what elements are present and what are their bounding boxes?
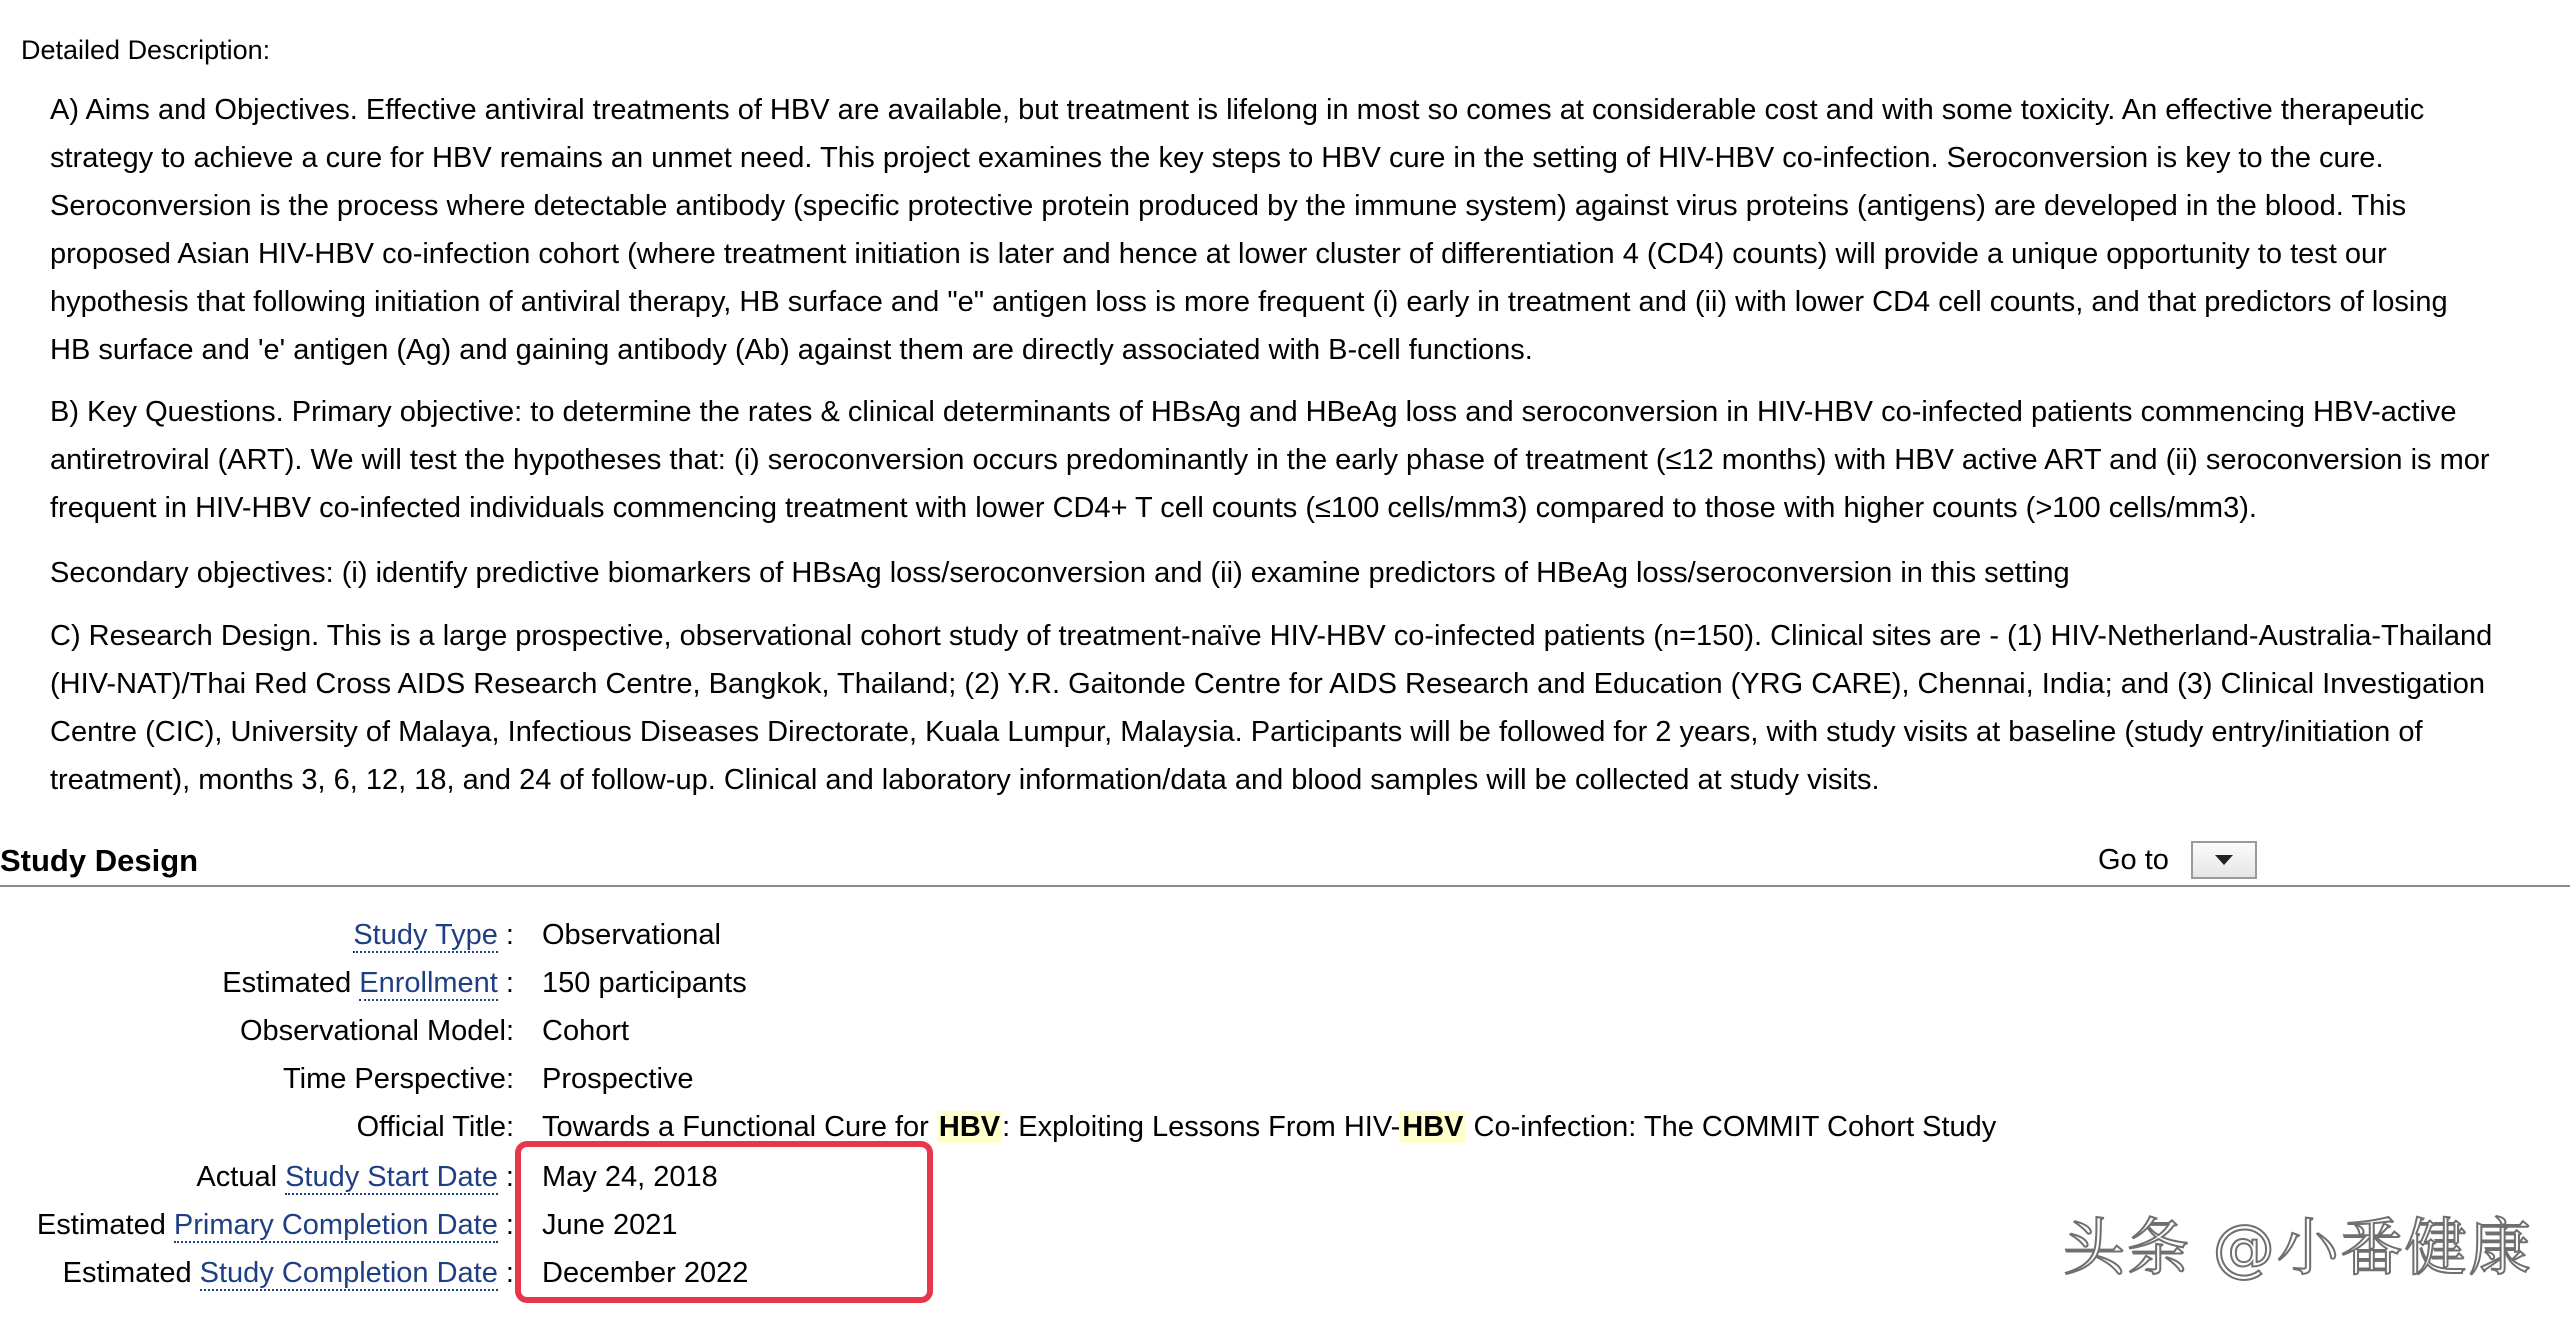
primary-completion-date-link[interactable]: Primary Completion Date — [173, 1209, 498, 1241]
time-perspective-label: Time Perspective: — [283, 1063, 514, 1095]
study-start-date-value: May 24, 2018 — [542, 1161, 718, 1193]
label-colon: : — [497, 919, 514, 951]
row-study-start-date — [0, 1157, 2570, 1197]
row-official-title — [0, 1107, 2570, 1147]
title-text: Towards a Functional Cure for — [542, 1111, 937, 1143]
paragraph-line: hypothesis that following initiation of antiviral therapy, HB surface and "e" antigen loss is more frequent (i) early in treatment and (ii) with lower CD4 cell counts, and that predictors of losing — [50, 286, 2448, 318]
paragraph-line: frequent in HIV-HBV co-infected individuals commencing treatment with lower CD4+ T cell counts (≤100 cells/mm3) compared to those with higher counts (>100 cells/mm3). — [50, 492, 2257, 524]
label-prefix: Estimated — [36, 1209, 174, 1241]
label-prefix: Estimated — [222, 967, 360, 999]
study-type-value: Observational — [542, 919, 721, 951]
study-completion-date-value: December 2022 — [542, 1257, 749, 1289]
label-colon: : — [497, 1209, 514, 1241]
section-title-study-design: Study Design — [0, 843, 199, 878]
section-divider — [0, 885, 2570, 887]
paragraph-line: antiretroviral (ART). We will test the hypotheses that: (i) seroconversion occurs predominantly in the early phase of treatment (≤12 months) with HBV active ART and (ii) seroconversion is mor — [50, 444, 2490, 476]
observational-model-value: Cohort — [542, 1015, 630, 1047]
paragraph-line: Secondary objectives: (i) identify predictive biomarkers of HBsAg loss/seroconversion and (ii) examine predictors of HBeAg loss/seroconversion in this setting — [50, 557, 2070, 589]
dates-highlight-box — [515, 1141, 933, 1303]
observational-model-label: Observational Model: — [239, 1015, 514, 1047]
paragraph-line: HB surface and 'e' antigen (Ag) and gaining antibody (Ab) against them are directly associated with B-cell functions. — [50, 334, 1533, 366]
search-term-highlight: HBV — [938, 1111, 1001, 1143]
paragraph-research-design — [50, 612, 2570, 804]
paragraph-line: Seroconversion is the process where detectable antibody (specific protective protein produced by the immune system) against virus proteins (antigens) are developed in the blood. This — [50, 190, 2407, 222]
paragraph-line: proposed Asian HIV-HBV co-infection cohort (where treatment initiation is later and hence at lower cluster of differentiation 4 (CD4) counts) will provide a unique opportunity to test our — [50, 238, 2387, 270]
row-label — [196, 1157, 514, 1197]
label-colon: : — [497, 1161, 514, 1193]
paragraph-key-questions — [50, 388, 2570, 532]
label-prefix: Actual — [196, 1161, 286, 1193]
time-perspective-value: Prospective — [542, 1063, 694, 1095]
goto-dropdown-button[interactable] — [2191, 841, 2257, 879]
paragraph-line: A) Aims and Objectives. Effective antiviral treatments of HBV are available, but treatment is lifelong in most so comes at considerable cost and with some toxicity. An effective therapeutic — [50, 94, 2425, 126]
row-time-perspective — [0, 1059, 2570, 1099]
watermark-text: 头条 @小番健康 — [2063, 1211, 2533, 1284]
label-colon: : — [497, 967, 514, 999]
paragraph-secondary-objectives — [50, 549, 2570, 597]
row-observational-model — [0, 1011, 2570, 1051]
paragraph-line: C) Research Design. This is a large prospective, observational cohort study of treatment-naïve HIV-HBV co-infected patients (n=150). Clinical sites are - (1) HIV-Netherland-Australia-Thailand — [50, 620, 2493, 652]
row-label — [37, 1205, 514, 1245]
label-colon: : — [497, 1257, 514, 1289]
title-text: Co-infection: The COMMIT Cohort Study — [1465, 1111, 1997, 1143]
search-term-highlight: HBV — [1402, 1111, 1464, 1143]
study-start-date-link[interactable]: Study Start Date — [285, 1161, 498, 1193]
title-text: : Exploiting Lessons From HIV- — [1002, 1111, 1401, 1143]
goto-label: Go to — [2098, 844, 2169, 876]
official-title-label: Official Title: — [356, 1111, 514, 1143]
paragraph-line: strategy to achieve a cure for HBV remains an unmet need. This project examines the key steps to HBV cure in the setting of HIV-HBV co-infection. Seroconversion is key to the cure. — [50, 142, 2384, 174]
label-prefix: Estimated — [62, 1257, 200, 1289]
row-label — [222, 963, 514, 1003]
paragraph-line: Centre (CIC), University of Malaya, Infectious Diseases Directorate, Kuala Lumpur, Malaysia. Participants will be followed for 2 years, with study visits at baseline (study entry/initiation of — [50, 716, 2423, 748]
primary-completion-date-value: June 2021 — [542, 1209, 678, 1241]
goto-control — [2098, 838, 2257, 882]
paragraph-line: treatment), months 3, 6, 12, 18, and 24 of follow-up. Clinical and laboratory information/data and blood samples will be collected at study visits. — [50, 764, 1880, 796]
caret-down-icon — [2214, 854, 2234, 866]
enrollment-value: 150 participants — [542, 967, 747, 999]
row-study-type — [0, 915, 2570, 955]
detailed-description-heading: Detailed Description: — [21, 35, 271, 65]
study-type-link[interactable]: Study Type — [353, 919, 498, 951]
paragraph-aims-objectives — [50, 86, 2570, 374]
enrollment-link[interactable]: Enrollment — [359, 967, 498, 999]
row-enrollment — [0, 963, 2570, 1003]
paragraph-line: (HIV-NAT)/Thai Red Cross AIDS Research Centre, Bangkok, Thailand; (2) Y.R. Gaitonde Centre for AIDS Research and Education (YRG CARE), Chennai, India; and (3) Clinical Investigation — [50, 668, 2485, 700]
row-label — [353, 915, 514, 955]
study-completion-date-link[interactable]: Study Completion Date — [199, 1257, 498, 1289]
row-label — [63, 1253, 514, 1293]
paragraph-line: B) Key Questions. Primary objective: to determine the rates & clinical determinants of HBsAg and HBeAg loss and seroconversion in HIV-HBV co-infected patients commencing HBV-active — [50, 396, 2457, 428]
